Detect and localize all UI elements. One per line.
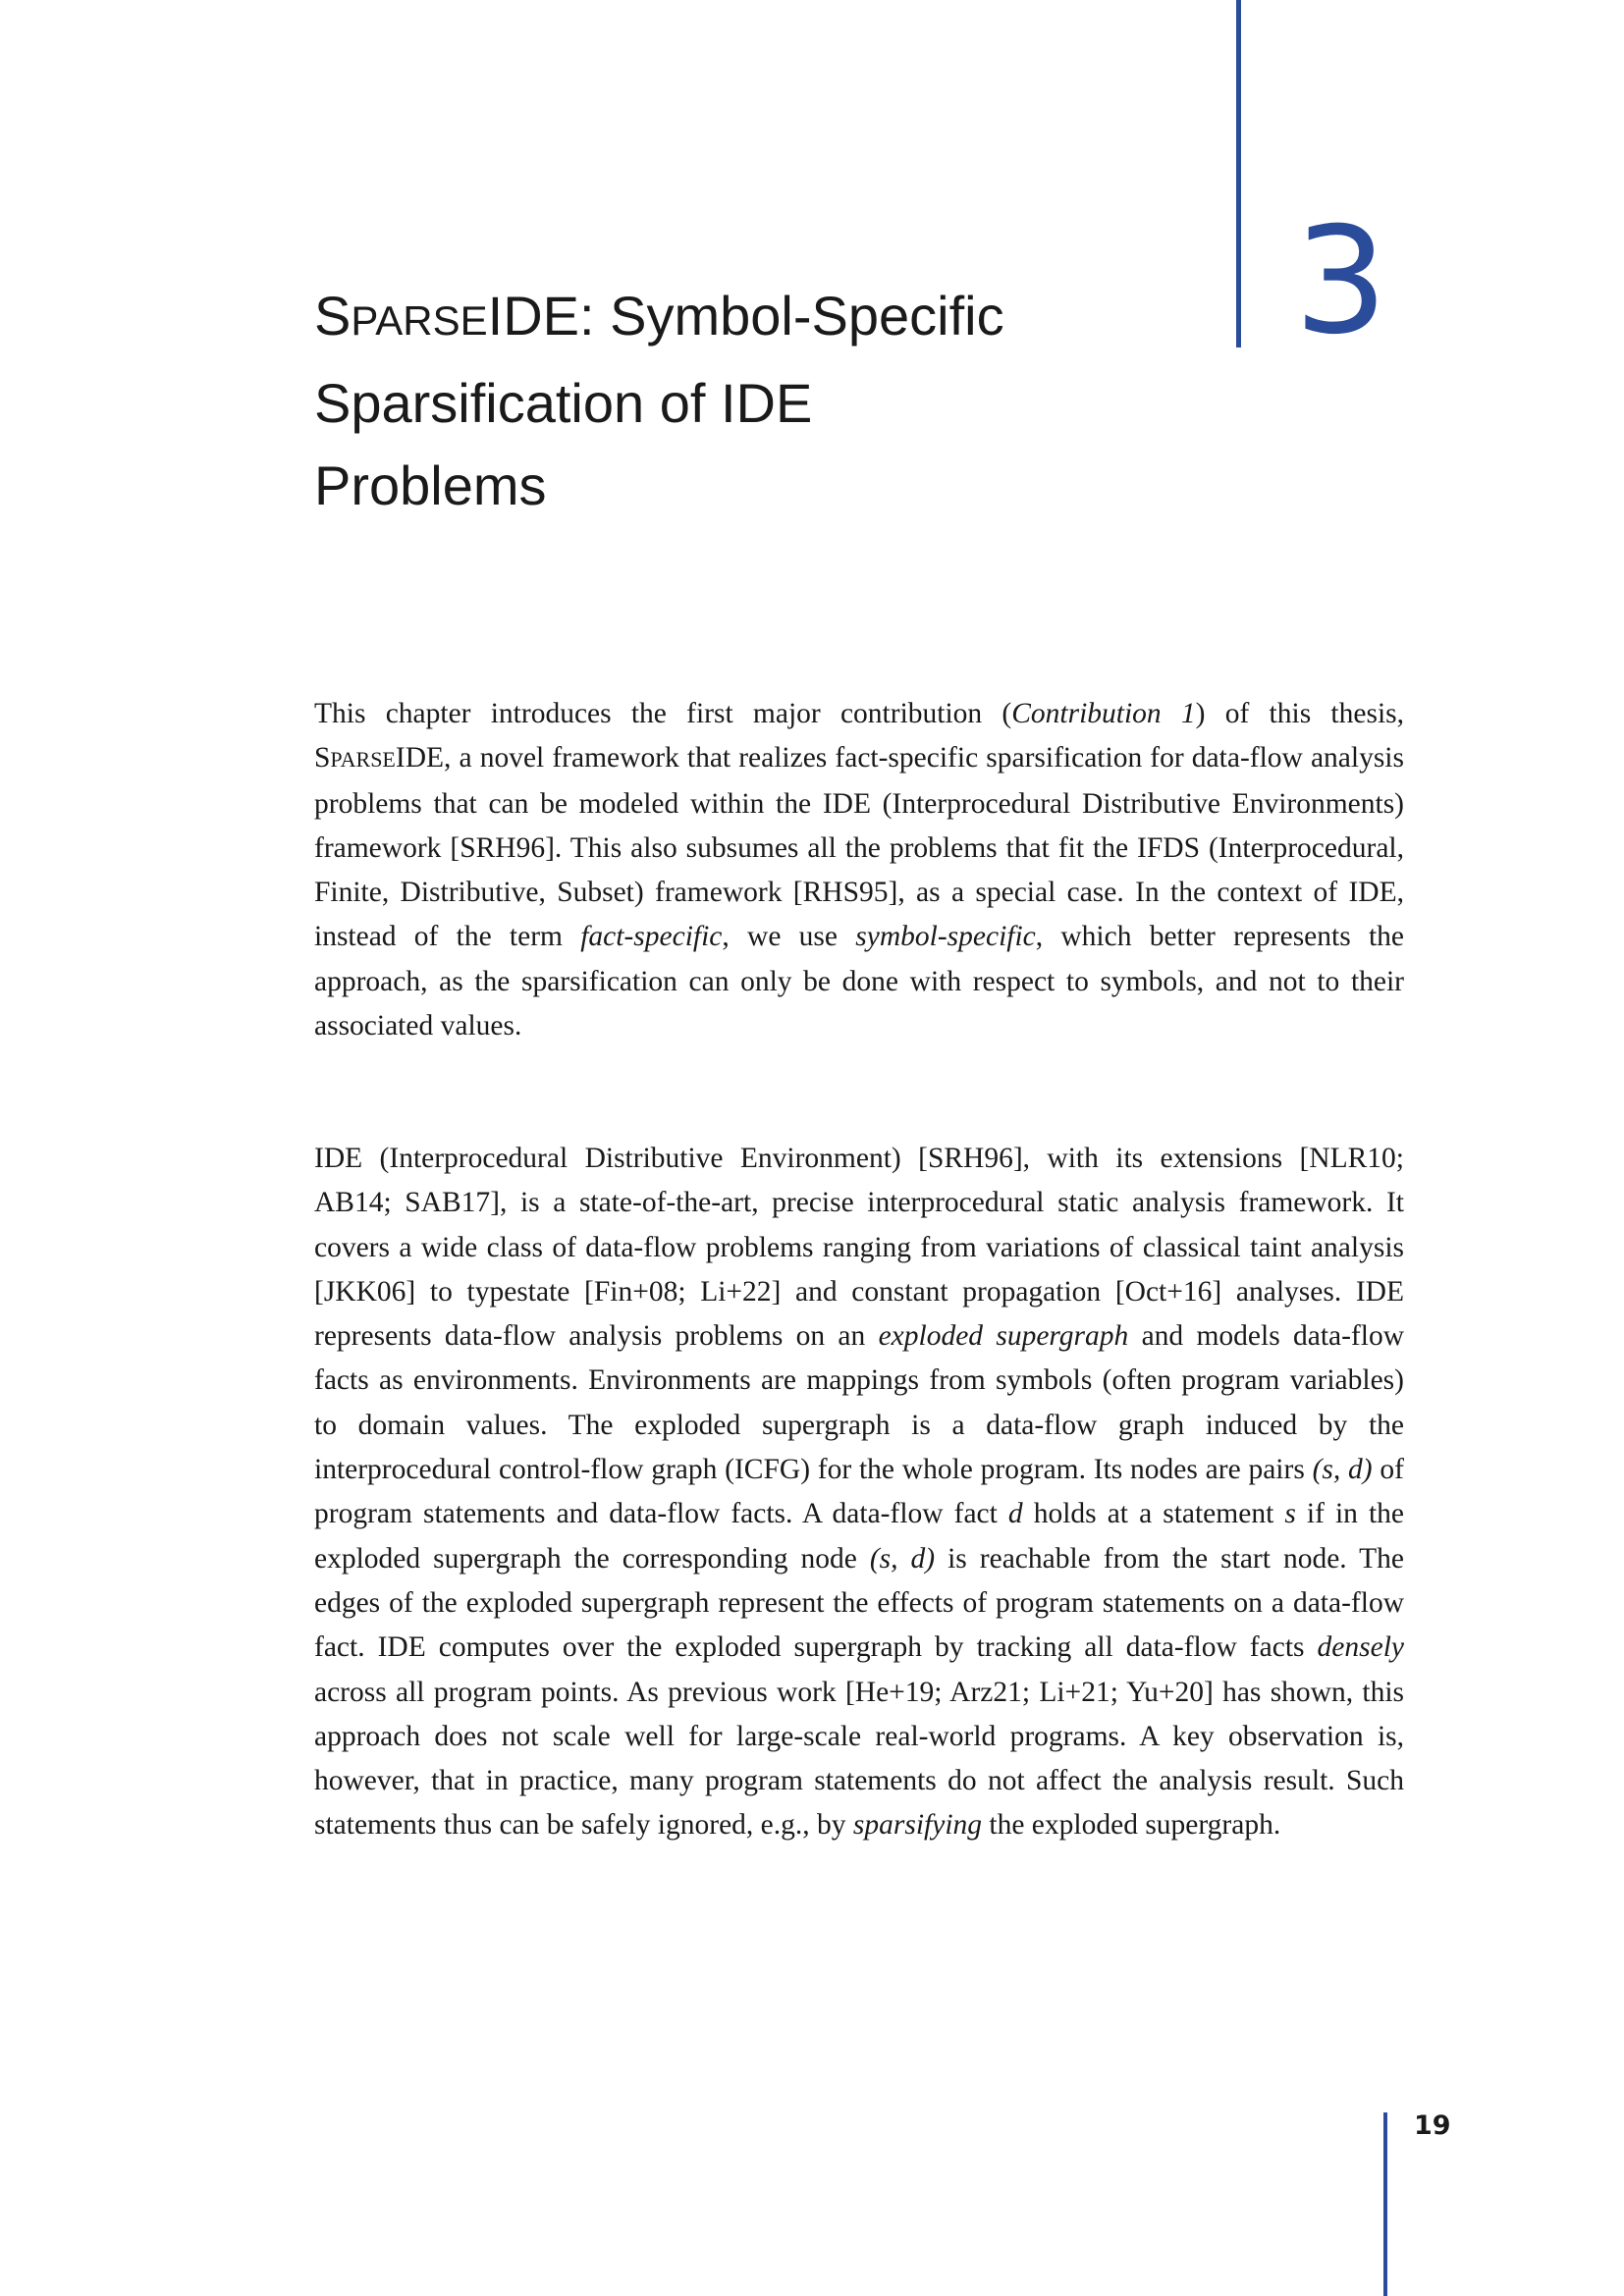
title-smallcaps-cap: S — [314, 285, 352, 347]
paragraph-intro — [314, 692, 1404, 1048]
text-span: , which better represents the approach, as the sparsification can only be done with respect to symbols, and not to their associated values. — [314, 921, 1404, 1042]
text-span: This chapter introduces the first major contribution ( — [314, 698, 1012, 729]
math-expression: (s, d) — [869, 1542, 936, 1575]
title-smallcaps-small: PARSE — [351, 297, 488, 344]
text-span: ) of this thesis, — [1195, 698, 1404, 729]
text-span: if in the exploded supergraph the corresponding node — [314, 1498, 1404, 1575]
math-expression: (s, d) — [1312, 1454, 1373, 1486]
emphasis: densely — [1317, 1631, 1404, 1664]
title-line-1-rest: IDE: Symbol-Specific — [487, 285, 1004, 347]
emphasis: Contribution 1 — [1011, 698, 1196, 729]
text-span: the exploded supergraph. — [982, 1809, 1281, 1842]
text-span: IDE (Interprocedural Distributive Environment) [SRH96], with its extensions [NLR10; AB14; SAB17], is a state-of-the-art, precise interprocedural static analysis framework. It covers a wide class of data-flow problems ranging from variations of classical taint analysis [JKK06] to typestate [Fin+08; Li+22] and constant propagation [Oct+16] analyses. IDE represents data-flow analysis problems on an — [314, 1143, 1404, 1353]
text-span: and models data-flow facts as environments. Environments are mappings from symbols (often program variables) to domain values. The exploded supergraph is a data-flow graph induced by the interprocedural control-flow graph (ICFG) for the whole program. Its nodes are pairs — [314, 1320, 1405, 1486]
page-rule-bottom — [1383, 2112, 1387, 2296]
title-line-2: Sparsification of IDE — [314, 372, 813, 434]
text-span: IDE, a novel framework that realizes fact-specific sparsification for data-flow analysis problems that can be modeled within the IDE (Interprocedural Distributive Environments) framework [SRH96]. This also subsumes all the problems that fit the IFDS (Interprocedural, Finite, Distributive, Subset) framework [RHS95], as a special case. In the context of IDE, instead of the term — [314, 742, 1404, 953]
emphasis: sparsifying — [852, 1809, 983, 1842]
emphasis: fact-specific — [580, 921, 723, 953]
text-span: is reachable from the start node. The edges of the exploded supergraph represent the effects of program statements on a data-flow fact. IDE computes over the exploded supergraph by tracking all data-flow facts — [314, 1542, 1404, 1664]
text-span: holds at a statement — [1022, 1498, 1285, 1530]
paragraph-ide-background — [314, 1137, 1404, 1848]
chapter-title — [314, 275, 1218, 527]
math-expression: s — [1284, 1498, 1296, 1530]
emphasis: symbol-specific — [855, 921, 1036, 953]
chapter-rule-top — [1236, 0, 1241, 347]
text-span: , we use — [722, 921, 856, 953]
page-number: 19 — [1414, 2110, 1451, 2141]
math-expression: d — [1007, 1498, 1023, 1530]
smallcaps-cap: S — [314, 742, 331, 774]
chapter-number: 3 — [1294, 196, 1388, 367]
text-span: across all program points. As previous work [He+19; Arz21; Li+21; Yu+20] has shown, this approach does not scale well for large-scale real-world programs. A key observation is, however, that in practice, many program statements do not affect the analysis result. Such statements thus can be safely ignored, e.g., by — [314, 1676, 1404, 1842]
smallcaps-small: PARSE — [330, 747, 396, 773]
title-line-3: Problems — [314, 454, 547, 516]
emphasis: exploded supergraph — [878, 1320, 1129, 1353]
text-span: of program statements and data-flow facts. A data-flow fact — [314, 1454, 1404, 1530]
